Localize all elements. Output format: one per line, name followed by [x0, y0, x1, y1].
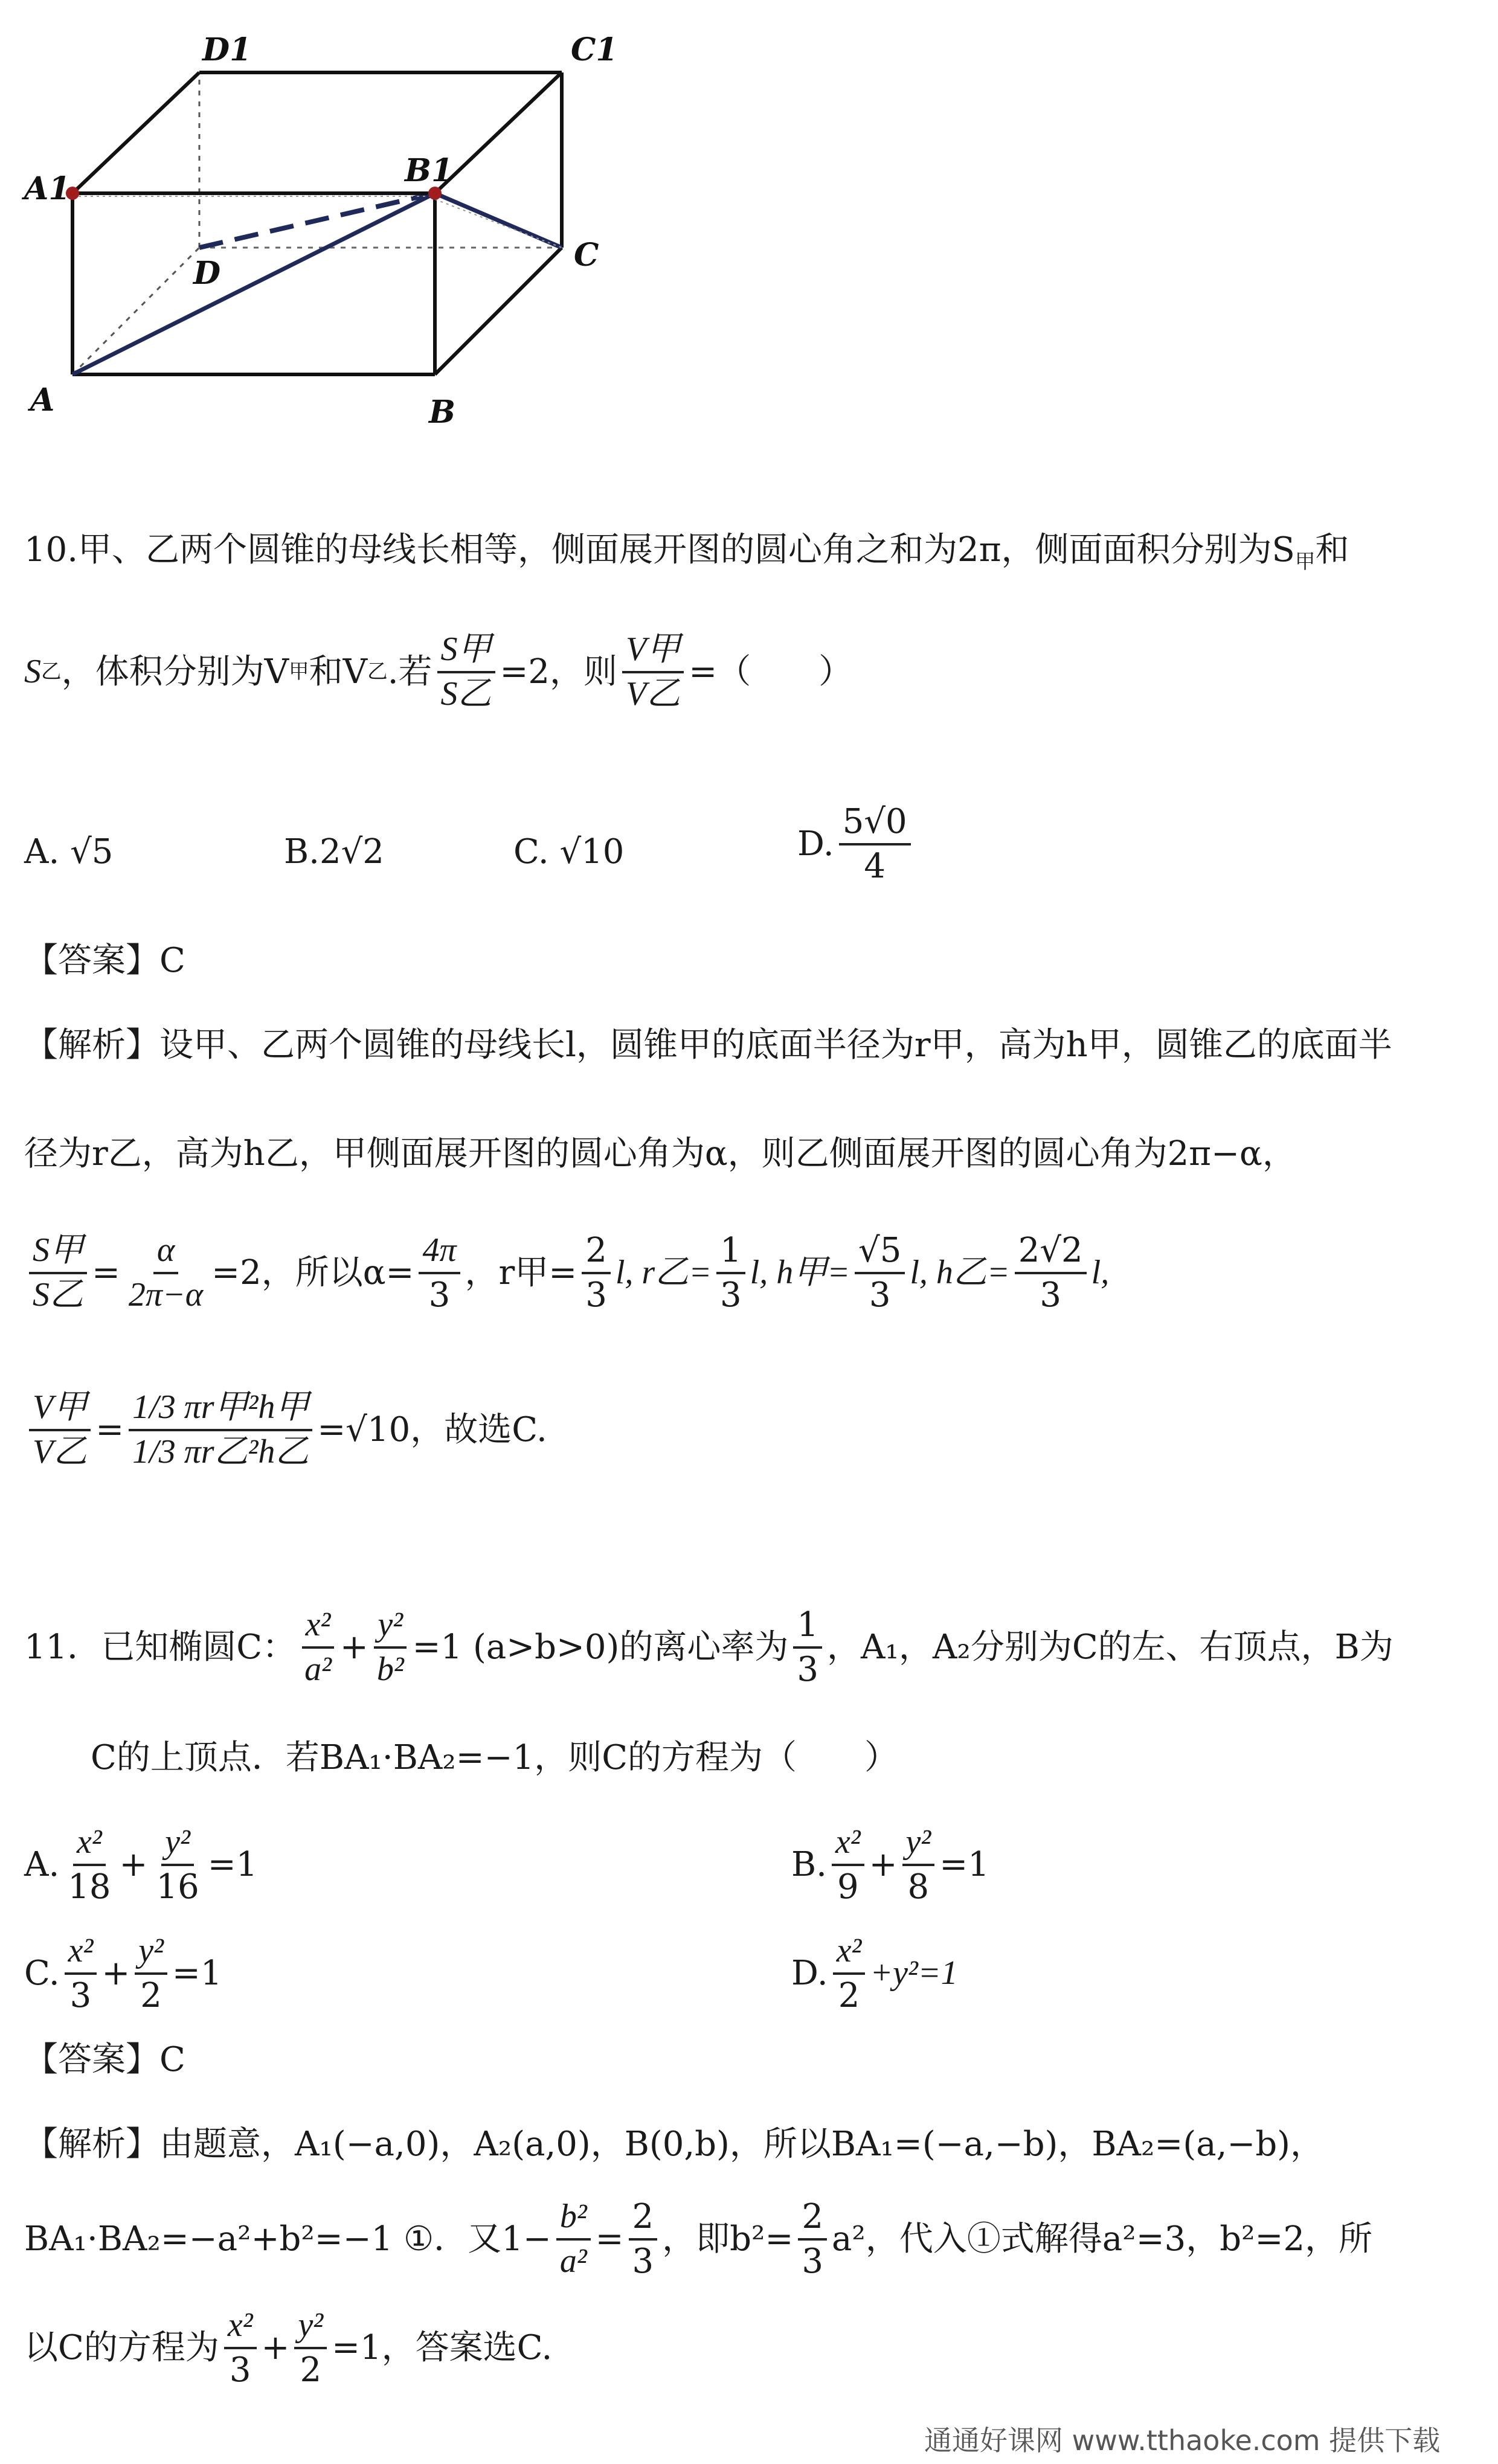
- frac-1-3: [716, 1232, 745, 1314]
- frac-num: 2√2: [1015, 1232, 1087, 1274]
- edge-BC: [435, 248, 562, 374]
- segment-DB1: [199, 193, 435, 248]
- q10-S-sub: 乙: [41, 659, 62, 684]
- text: =1 (a>b>0)的离心率为: [412, 1627, 789, 1667]
- text: l, r乙=: [615, 1253, 712, 1291]
- option-label: C.: [24, 1953, 60, 1993]
- frac-den: 18: [68, 1867, 111, 1907]
- q10-line2: [24, 631, 852, 713]
- text: =: [595, 2219, 624, 2259]
- frac: [152, 1824, 202, 1905]
- q10-line1: [24, 531, 1349, 573]
- segment-B1C: [435, 193, 562, 248]
- frac-num: 1: [716, 1232, 745, 1274]
- q11-option-b: B. $\frac{\text{x²}}{9}$ + $\frac{\text{y²}}{8}$ =1: [791, 1823, 989, 1907]
- option-label: B.: [791, 1844, 827, 1884]
- q10-line2-c: 和V: [309, 652, 368, 691]
- frac-den: a²: [559, 2242, 587, 2280]
- frac-1-3: [793, 1606, 822, 1688]
- equals: =: [92, 1253, 120, 1292]
- frac-den: b²: [376, 1650, 404, 1688]
- option-value: 2√2: [319, 832, 384, 871]
- frac-num: 1: [793, 1606, 822, 1649]
- text: BA₁·BA₂=−a²+b²=−1 ①．又1−: [24, 2219, 551, 2259]
- label-D: D: [193, 255, 221, 292]
- frac-num: y²: [161, 1824, 194, 1866]
- q10-option-a: [24, 833, 113, 871]
- q10-line2-b: ，体积分别为V: [61, 652, 289, 691]
- frac: [135, 1933, 167, 2014]
- frac-S-ratio: [29, 1232, 87, 1314]
- text: =1: [207, 1844, 258, 1884]
- text: 以C的方程为: [24, 2328, 219, 2367]
- frac: [832, 1824, 864, 1905]
- q10-frac-V: [622, 631, 684, 713]
- frac-den: 2π−α: [128, 1275, 204, 1314]
- q10-analysis-1: 【解析】设甲、乙两个圆锥的母线长l，圆锥甲的底面半径为r甲，高为h甲，圆锥乙的底面半: [24, 1025, 1392, 1065]
- q11-line1: [24, 1606, 1394, 1688]
- frac-den: 2: [140, 1975, 162, 2015]
- frac-den: 3: [802, 2241, 824, 2281]
- frac-den: 3: [69, 1975, 92, 2015]
- frac-num: x²: [224, 2307, 257, 2349]
- frac-alpha: [125, 1232, 207, 1314]
- q10-frac-S: [437, 631, 495, 713]
- frac-x2a2: [301, 1606, 335, 1688]
- option-label: C.: [513, 832, 549, 871]
- frac-den: 2: [838, 1975, 860, 2015]
- frac-num: x²: [833, 1933, 866, 1975]
- q10-S: S: [24, 652, 41, 690]
- text: =1，答案选C.: [332, 2328, 553, 2367]
- q10-V-sub2: 乙: [367, 659, 388, 684]
- frac-den: 3: [632, 2241, 654, 2281]
- text: l,: [1091, 1253, 1110, 1291]
- q11-option-c: C. $\frac{\text{x²}}{3}$ + $\frac{\text{y²}}{2}$ =1: [24, 1932, 222, 2015]
- q10-analysis-2: 径为r乙，高为h乙，甲侧面展开图的圆心角为α，则乙侧面展开图的圆心角为2π−α，: [24, 1134, 1296, 1173]
- frac-den: V乙: [33, 1433, 88, 1471]
- frac-num: V甲: [29, 1389, 91, 1431]
- text: +: [261, 2328, 290, 2367]
- frac-num: y²: [902, 1824, 935, 1866]
- frac-den: 3: [428, 1275, 451, 1315]
- text: ，r甲=: [465, 1253, 577, 1292]
- frac: [629, 2198, 658, 2280]
- text: l, h乙=: [910, 1253, 1010, 1291]
- label-B: B: [429, 394, 455, 431]
- frac-sqrt5: [855, 1232, 905, 1314]
- q10-line2-f: =（ ）: [689, 652, 853, 691]
- q10-line2-d: .若: [387, 652, 432, 691]
- q10-analysis-4: [24, 1389, 547, 1471]
- watermark: 通通好课网 www.tthaoke.com 提供下载: [924, 2424, 1441, 2457]
- frac-den: 1/3 πr乙²h乙: [132, 1433, 309, 1471]
- text: =2，所以α=: [211, 1253, 414, 1292]
- frac-num: 2: [629, 2198, 658, 2241]
- frac-num: S甲: [437, 631, 495, 673]
- q10-option-b: [284, 833, 384, 871]
- frac-num: 1/3 πr甲²h甲: [129, 1389, 312, 1431]
- label-A: A: [30, 382, 55, 419]
- cuboid-figure: [18, 18, 652, 453]
- frac-num: √5: [855, 1232, 905, 1274]
- frac-den: 8: [907, 1867, 930, 1907]
- frac-den: 3: [797, 1649, 819, 1689]
- q10-line1-tail: 和: [1315, 530, 1349, 569]
- frac: [798, 2198, 827, 2280]
- frac-num: y²: [135, 1933, 167, 1975]
- option-value: √5: [70, 832, 114, 871]
- frac-den: V乙: [626, 675, 681, 713]
- frac-num: 4π: [419, 1232, 460, 1274]
- frac-num: y²: [294, 2307, 327, 2349]
- frac-num: b²: [556, 2198, 591, 2241]
- edge-AD: [72, 248, 199, 374]
- frac-2sqrt2: [1015, 1232, 1087, 1314]
- segment-AB1: [72, 193, 435, 374]
- q11-analysis-1: 【解析】由题意，A₁(−a,0)，A₂(a,0)，B(0,b)，所以BA₁=(−a,−b)，BA₂=(a,−b)，: [24, 2125, 1325, 2164]
- frac: [833, 1933, 866, 2014]
- frac-den: 16: [156, 1867, 199, 1907]
- frac-num: 5√0: [839, 803, 911, 845]
- frac-den: 3: [720, 1275, 742, 1315]
- frac: [556, 2198, 591, 2280]
- option-label: B.: [284, 832, 320, 871]
- frac-num: x²: [832, 1824, 864, 1866]
- q10-option-d: [797, 803, 916, 885]
- option-value: √10: [559, 832, 625, 871]
- text: ，A₁，A₂分别为C的左、右顶点，B为: [827, 1627, 1394, 1667]
- text: ，即b²=: [662, 2219, 794, 2259]
- option-label: A.: [24, 1844, 60, 1884]
- frac-num: S甲: [29, 1232, 87, 1274]
- text: l, h甲=: [750, 1253, 850, 1291]
- frac: [224, 2307, 257, 2389]
- q10-V-sub1: 甲: [289, 659, 309, 684]
- frac-volume: [129, 1389, 312, 1471]
- q11-answer: 【答案】C: [24, 2040, 185, 2079]
- q10-option-c: [513, 833, 624, 871]
- q11-line2: C的上顶点．若BA₁·BA₂=−1，则C的方程为（ ）: [91, 1738, 899, 1777]
- frac: [64, 1824, 114, 1905]
- frac-den: 3: [1040, 1275, 1061, 1315]
- label-D1: D1: [202, 31, 252, 68]
- frac-y2b2: [373, 1606, 408, 1688]
- option-label: D.: [797, 824, 834, 864]
- label-C1: C1: [571, 31, 618, 68]
- frac-num: V甲: [622, 631, 684, 673]
- label-C: C: [574, 237, 599, 274]
- text: =1: [172, 1953, 222, 1993]
- edge-B1C1: [435, 72, 562, 193]
- option-label: A.: [24, 832, 60, 871]
- frac-num: y²: [374, 1606, 407, 1649]
- frac-den: 9: [837, 1867, 859, 1907]
- text: 11．已知椭圆C：: [24, 1627, 297, 1667]
- frac: [294, 2307, 327, 2389]
- segment-B1C-dotted: [435, 199, 562, 248]
- label-A1: A1: [24, 170, 71, 207]
- frac-num: α: [153, 1232, 178, 1274]
- frac-2-3: [582, 1232, 611, 1314]
- frac: [902, 1824, 935, 1905]
- q11-option-d: [791, 1933, 958, 2014]
- frac-den: S乙: [440, 675, 492, 713]
- q10-line2-e: =2，则: [500, 652, 618, 691]
- text: =√10，故选C.: [317, 1410, 547, 1449]
- q11-option-a: A. $\frac{\text{x²}}{18}$ + $\frac{\text{y²}}{16}$ =1: [24, 1823, 258, 1907]
- equals: =: [95, 1410, 124, 1449]
- label-B1: B1: [405, 152, 454, 189]
- frac-num: x²: [65, 1933, 97, 1975]
- q10-line1-sub: 甲: [1294, 550, 1316, 574]
- frac-den: S乙: [33, 1275, 83, 1314]
- edge-A1D1: [72, 72, 199, 193]
- frac-den: 3: [869, 1275, 891, 1315]
- q11-analysis-2: [24, 2198, 1372, 2280]
- frac-den: 4: [864, 846, 886, 886]
- text: =1: [939, 1844, 989, 1884]
- text: +y²=1: [870, 1954, 958, 1992]
- frac-den: 3: [585, 1275, 607, 1315]
- frac-den: 3: [229, 2350, 251, 2390]
- text: a²，代入①式解得a²=3，b²=2，所: [832, 2219, 1373, 2259]
- frac-den: 2: [300, 2350, 322, 2390]
- frac-num: 2: [798, 2198, 827, 2241]
- q11-analysis-3: [24, 2307, 552, 2389]
- q10-option-d-frac: [839, 803, 911, 885]
- frac-num: x²: [73, 1824, 106, 1866]
- q10-line1-text: 10.甲、乙两个圆锥的母线长相等，侧面展开图的圆心角之和为2π，侧面面积分别为S: [24, 530, 1295, 569]
- frac-den: a²: [304, 1650, 332, 1688]
- plus: +: [339, 1627, 368, 1667]
- frac-4pi: [419, 1232, 460, 1314]
- option-label: D.: [791, 1953, 828, 1993]
- q10-analysis-3: [24, 1232, 1109, 1314]
- frac-num: 2: [582, 1232, 611, 1274]
- frac: [65, 1933, 97, 2014]
- frac-V-ratio: [29, 1389, 91, 1471]
- q10-answer: 【答案】C: [24, 941, 185, 980]
- frac-num: x²: [302, 1606, 335, 1649]
